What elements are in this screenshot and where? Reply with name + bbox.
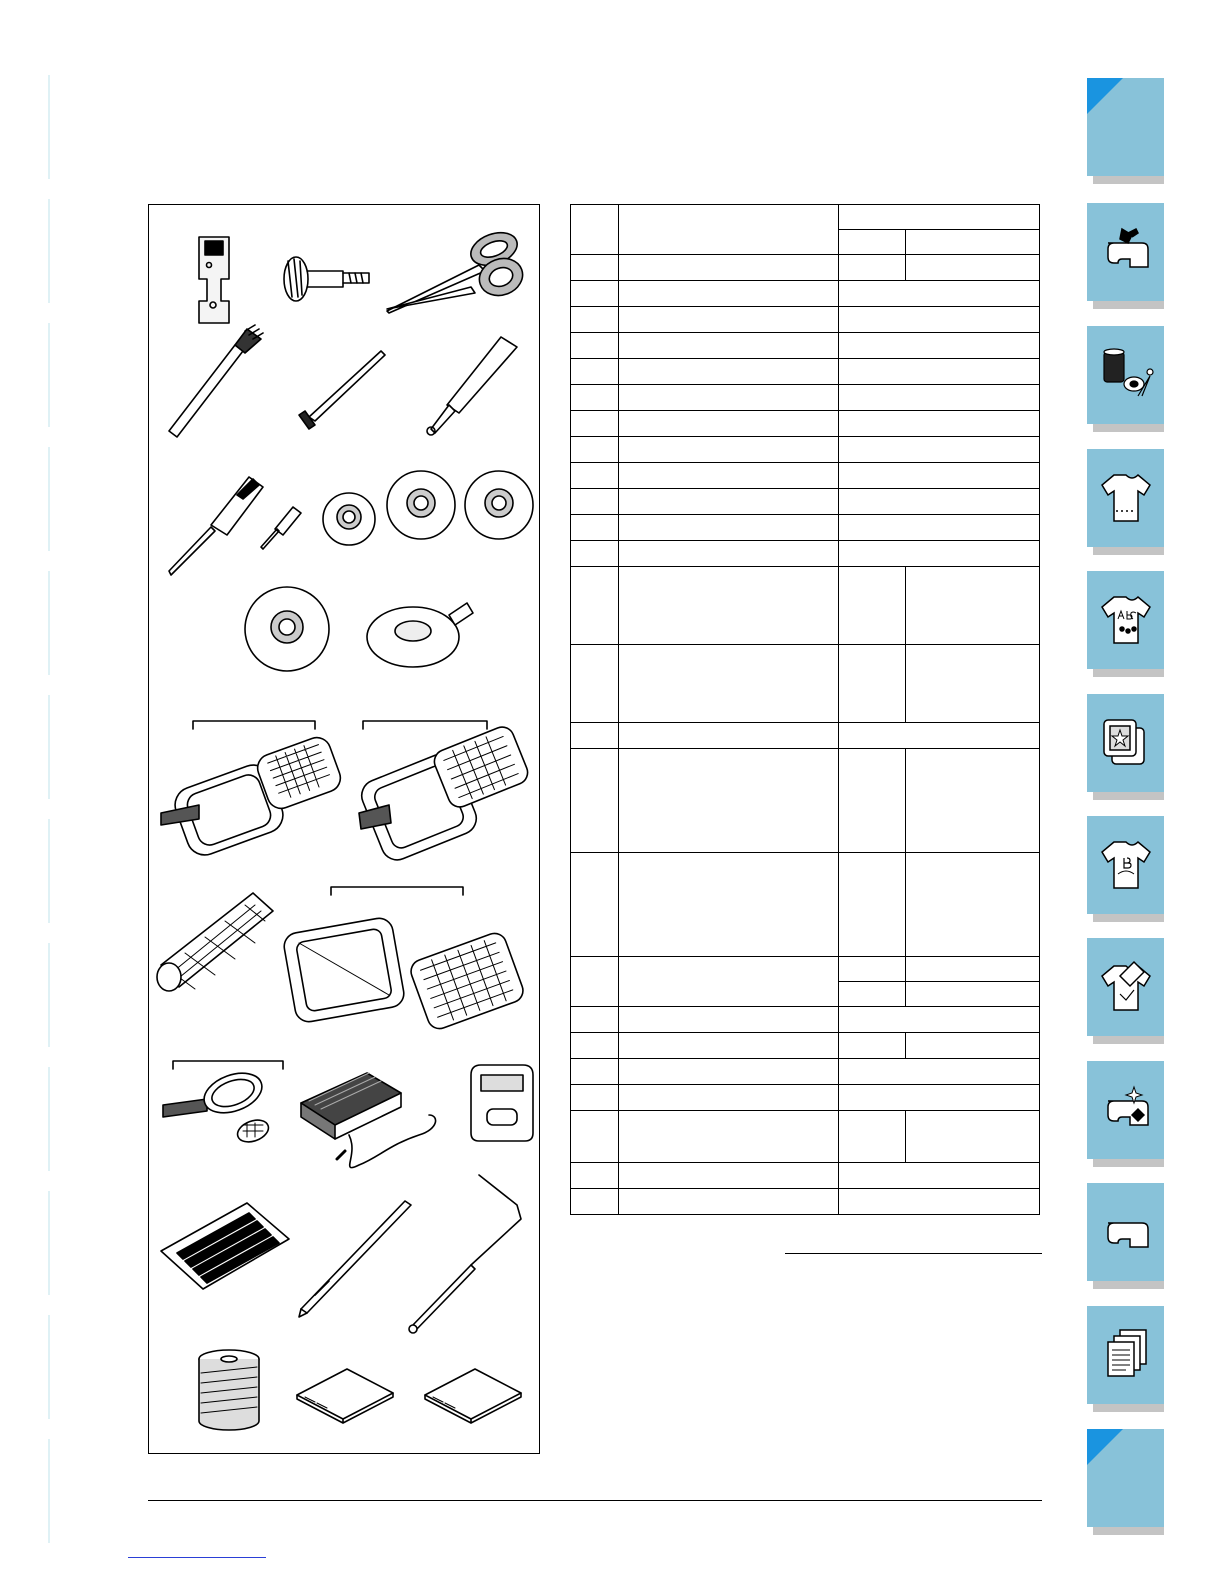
table-row: [571, 645, 1040, 671]
touch-pen-illustration: [299, 1201, 411, 1317]
header-sub-cell: [906, 230, 1040, 255]
table-row: [571, 749, 1040, 775]
header-no-cell: [571, 205, 619, 255]
chapter-tab-7[interactable]: [1087, 816, 1164, 914]
spool-cap-small-illustration: [323, 493, 375, 545]
spool-felt-illustration: [367, 603, 473, 667]
spool-cap-large-illustration: [465, 471, 533, 539]
table-row: [571, 723, 1040, 749]
documents-icon: [1098, 1326, 1154, 1382]
table-row: [571, 515, 1040, 541]
table-row: [571, 411, 1040, 437]
chapter-tab-12[interactable]: [1087, 1429, 1164, 1527]
margin-guide: [48, 75, 50, 1540]
chapter-tab-4[interactable]: [1087, 449, 1164, 547]
table-row: [571, 1059, 1040, 1085]
header-name-cell: [619, 205, 839, 255]
chapter-tab-9[interactable]: [1087, 1061, 1164, 1159]
foot-controller-illustration: [301, 1073, 436, 1168]
note-rule: [785, 1253, 1042, 1254]
chapter-tab-1[interactable]: [1087, 78, 1164, 176]
table-row: [571, 359, 1040, 385]
table-row: [571, 853, 1040, 879]
memory-card-1-illustration: [297, 1369, 393, 1423]
table-row: [571, 957, 1040, 982]
seam-ripper-brush-illustration: [299, 351, 385, 429]
extra-large-embroidery-frame-illustration: [282, 887, 526, 1032]
memory-card-2-illustration: [425, 1369, 521, 1423]
blank-corner-icon: [1087, 1429, 1123, 1465]
screwdriver-large-illustration: [169, 477, 263, 575]
chapter-tab-6[interactable]: [1087, 694, 1164, 792]
accessory-case-illustration: [471, 1065, 533, 1141]
table-row: [571, 307, 1040, 333]
shirt-edit-pen-icon: [1098, 958, 1154, 1014]
scissors-illustration: [387, 227, 528, 313]
spool-net-illustration: [157, 893, 273, 991]
table-row: [571, 333, 1040, 359]
table-row: [571, 1085, 1040, 1111]
table-header-row: [571, 205, 1040, 230]
sewing-machine-outline-icon: [1098, 1203, 1154, 1259]
spool-pin-illustration: [284, 257, 369, 301]
bobbin-sheet-illustration: [161, 1203, 289, 1289]
shirt-abc-embroidery-icon: [1098, 591, 1154, 647]
seam-ripper-illustration: [427, 337, 517, 435]
chapter-tab-3[interactable]: [1087, 326, 1164, 424]
chapter-tab-8[interactable]: [1087, 938, 1164, 1036]
accessories-table: [570, 204, 1040, 1215]
table-row: [571, 1007, 1040, 1033]
spool-cap-extra-large-illustration: [245, 587, 329, 671]
blank-corner-icon: [1087, 78, 1123, 114]
shirt-dotted-line-icon: [1098, 469, 1154, 525]
table-row: [571, 489, 1040, 515]
accessories-illustration-panel: [148, 204, 540, 1454]
small-embroidery-frame-illustration: [163, 1061, 283, 1146]
medium-embroidery-frame-illustration: [161, 721, 344, 860]
table-row: [571, 1033, 1040, 1059]
sewing-machine-sparkle-icon: [1098, 1081, 1154, 1137]
table-row: [571, 385, 1040, 411]
header-sub-cell: [839, 230, 906, 255]
embroidery-frame-star-icon: [1098, 714, 1154, 770]
table-row: [571, 541, 1040, 567]
table-row: [571, 567, 1040, 593]
table-row: [571, 437, 1040, 463]
table-row: [571, 463, 1040, 489]
screwdriver-small-illustration: [261, 507, 301, 549]
spool-cap-medium-illustration: [387, 471, 455, 539]
chapter-tab-11[interactable]: [1087, 1306, 1164, 1404]
footer-rule: [148, 1500, 1042, 1501]
embroidery-thread-illustration: [199, 1350, 259, 1430]
thread-spools-scissors-icon: [1098, 346, 1154, 402]
table-row: [571, 1111, 1040, 1137]
table-row: [571, 281, 1040, 307]
hyperlink-underline[interactable]: [128, 1557, 266, 1558]
shirt-b-embroidery-icon: [1098, 836, 1154, 892]
table-row: [571, 1163, 1040, 1189]
table-row: [571, 1189, 1040, 1215]
header-code-cell: [839, 205, 1040, 230]
cleaning-brush-illustration: [169, 325, 263, 437]
chapter-tab-5[interactable]: [1087, 571, 1164, 669]
sewing-machine-hand-icon: [1098, 223, 1154, 279]
chapter-tab-2[interactable]: [1087, 203, 1164, 301]
large-embroidery-frame-illustration: [357, 721, 531, 865]
knee-lifter-illustration: [409, 1175, 521, 1333]
presser-foot-adapter-illustration: [199, 237, 229, 323]
table-row: [571, 255, 1040, 281]
chapter-tab-10[interactable]: [1087, 1183, 1164, 1281]
